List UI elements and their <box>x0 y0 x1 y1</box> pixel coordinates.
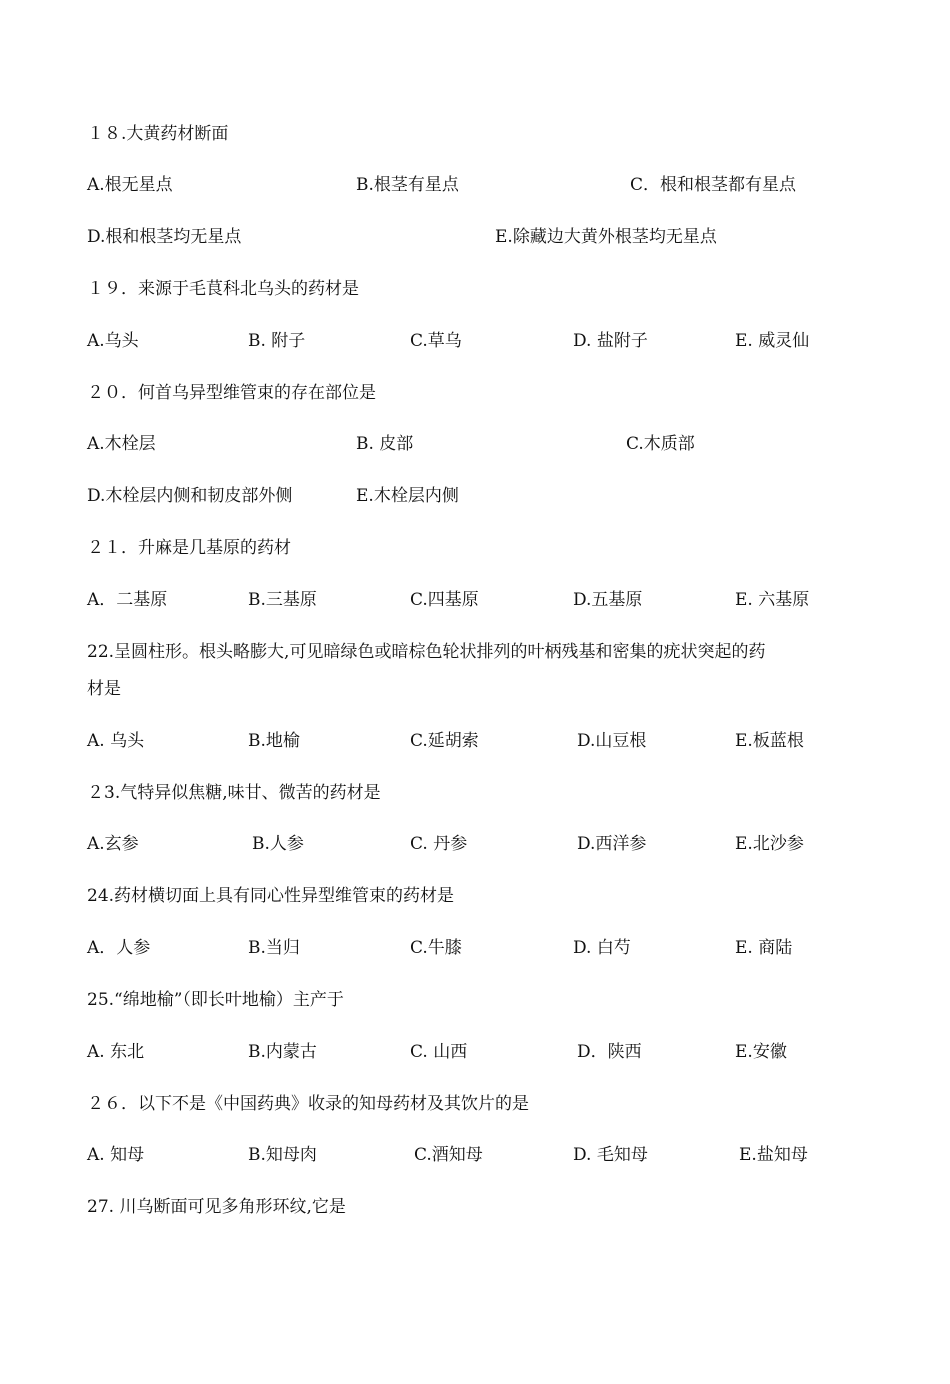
question-21-option-a: A．二基原 <box>87 590 168 610</box>
question-19-option-c: C.草乌 <box>410 331 462 351</box>
question-23-option-d: D.西洋参 <box>577 834 647 854</box>
question-26-stem: ２６．以下不是《中国药典》收录的知母药材及其饮片的是 <box>87 1094 529 1114</box>
question-24-stem: 24.药材横切面上具有同心性异型维管束的药材是 <box>87 886 455 906</box>
question-26-option-b: B.知母肉 <box>248 1145 317 1165</box>
question-22-option-d: D.山豆根 <box>577 731 647 751</box>
question-25-stem: 25.“绵地榆”（即长叶地榆）主产于 <box>87 990 344 1010</box>
question-18-option-b: B.根茎有星点 <box>356 175 459 195</box>
question-18-stem: １８.大黄药材断面 <box>87 124 229 144</box>
question-21-option-b: B.三基原 <box>248 590 317 610</box>
question-25-option-a: A. 东北 <box>87 1042 145 1062</box>
question-20-option-c: C.木质部 <box>626 434 695 454</box>
question-23-option-b: B.人参 <box>252 834 304 854</box>
question-19-option-b: B. 附子 <box>248 331 306 351</box>
question-18-option-a: A.根无星点 <box>87 175 173 195</box>
question-19-option-a: A.乌头 <box>87 331 139 351</box>
question-26-option-c: C.酒知母 <box>414 1145 483 1165</box>
question-22-option-b: B.地榆 <box>248 731 300 751</box>
question-25-option-c: C. 山西 <box>410 1042 468 1062</box>
question-25-option-e: E.安徽 <box>735 1042 787 1062</box>
question-24-option-c: C.牛膝 <box>410 938 462 958</box>
question-23-option-e: E.北沙参 <box>735 834 804 854</box>
question-23-option-a: A.玄参 <box>87 834 139 854</box>
question-21-option-c: C.四基原 <box>410 590 479 610</box>
question-24-option-a: A．人参 <box>87 938 151 958</box>
question-22-stem-line2: 材是 <box>87 679 121 699</box>
question-24-option-d: D. 白芍 <box>573 938 631 958</box>
question-19-option-e: E. 威灵仙 <box>735 331 810 351</box>
question-21-option-d: D.五基原 <box>573 590 643 610</box>
question-24-option-b: B.当归 <box>248 938 300 958</box>
question-20-stem: ２０．何首乌异型维管束的存在部位是 <box>87 383 376 403</box>
question-21-option-e: E. 六基原 <box>735 590 810 610</box>
question-23-stem: ２3.气特异似焦糖,味甘、微苦的药材是 <box>87 783 381 803</box>
question-20-option-d: D.木栓层内侧和韧皮部外侧 <box>87 486 293 506</box>
question-21-stem: ２１．升麻是几基原的药材 <box>87 538 291 558</box>
question-23-option-c: C. 丹参 <box>410 834 468 854</box>
question-18-option-e: E.除藏边大黄外根茎均无星点 <box>495 227 717 247</box>
question-26-option-a: A. 知母 <box>87 1145 145 1165</box>
question-26-option-e: E.盐知母 <box>739 1145 808 1165</box>
question-27-stem: 27. 川乌断面可见多角形环纹,它是 <box>87 1197 346 1217</box>
question-18-option-c: C．根和根茎都有星点 <box>630 175 797 195</box>
question-25-option-b: B.内蒙古 <box>248 1042 317 1062</box>
question-25-option-d: D．陕西 <box>577 1042 642 1062</box>
question-19-option-d: D. 盐附子 <box>573 331 648 351</box>
question-19-stem: １９．来源于毛茛科北乌头的药材是 <box>87 279 359 299</box>
question-20-option-a: A.木栓层 <box>87 434 156 454</box>
question-26-option-d: D. 毛知母 <box>573 1145 648 1165</box>
question-22-option-e: E.板蓝根 <box>735 731 804 751</box>
question-22-option-a: A. 乌头 <box>87 731 145 751</box>
question-18-option-d: D.根和根茎均无星点 <box>87 227 242 247</box>
question-20-option-e: E.木栓层内侧 <box>356 486 459 506</box>
question-22-option-c: C.延胡索 <box>410 731 479 751</box>
question-24-option-e: E. 商陆 <box>735 938 793 958</box>
question-22-stem-line1: 22.呈圆柱形。根头略膨大,可见暗绿色或暗棕色轮状排列的叶柄残基和密集的疣状突起的药 <box>87 642 766 662</box>
question-20-option-b: B. 皮部 <box>356 434 414 454</box>
